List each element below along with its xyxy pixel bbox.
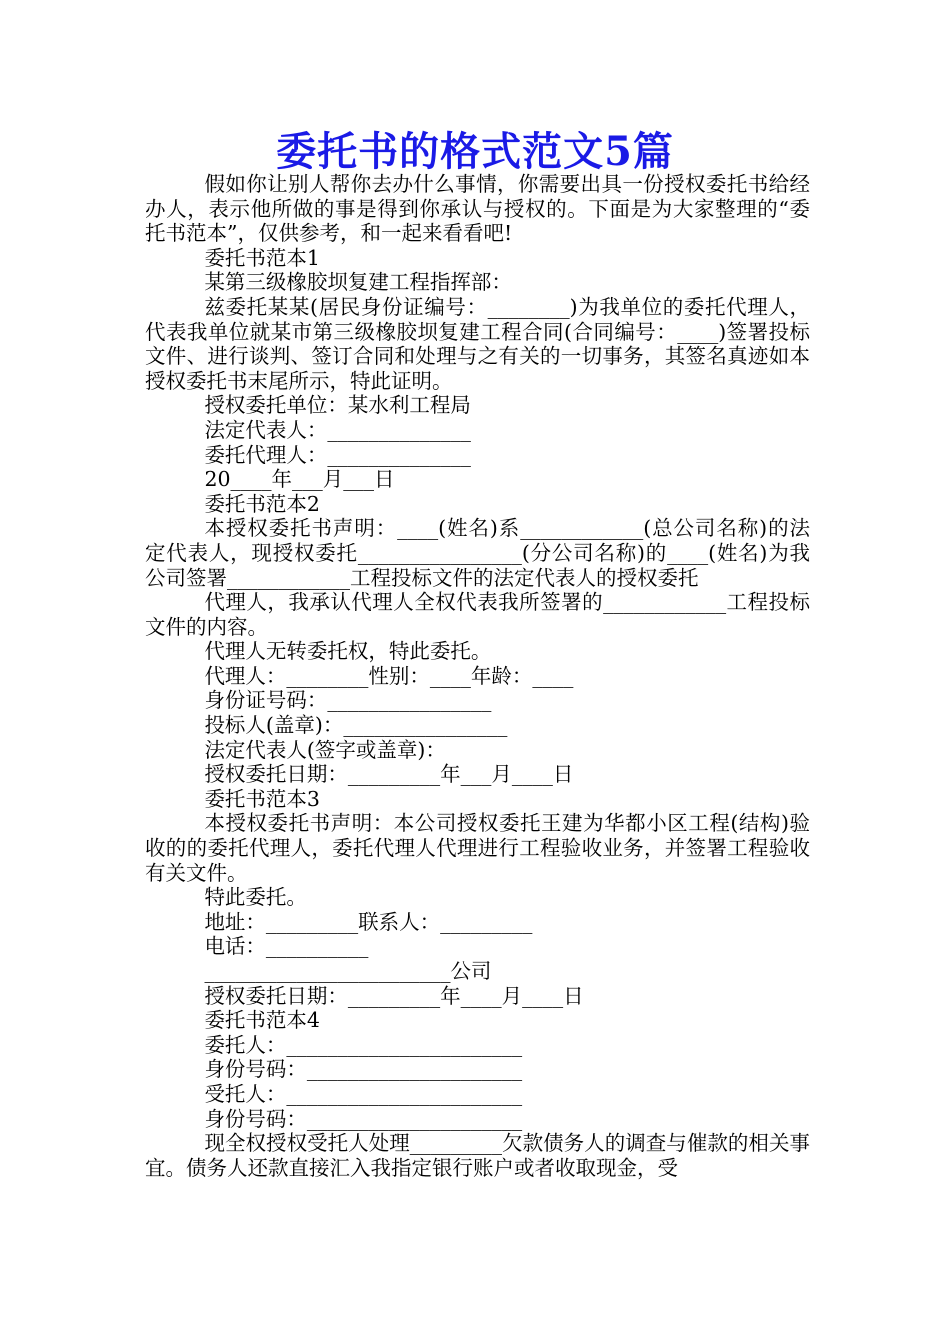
paragraph: 委托人：_______________________ — [204, 1032, 523, 1057]
paragraph: 委托书范本3 — [204, 786, 320, 811]
paragraph: 20____年___月___日 — [204, 467, 395, 492]
paragraph: 授权委托单位：某水利工程局 — [204, 393, 471, 418]
paragraph: 兹委托某某(居民身份证编号：________)为我单位的委托代理人，代表我单位就某市第三级橡胶坝复建工程合同(合同编号：____)签署投标文件、进行谈判、签订合同和处理与之有关的一切事务，其签名真迹如本授权委托书末尾所示，特此证明。 — [145, 294, 810, 393]
paragraph: 代理人，我承认代理人全权代表我所签署的____________工程投标文件的内容。 — [145, 590, 810, 639]
paragraph: 授权委托日期：_________年___月____日 — [204, 762, 574, 787]
paragraph: 现全权授权受托人处理_________欠款债务人的调查与催款的相关事宜。债务人还款直接汇入我指定银行账户或者收取现金，受 — [145, 1131, 810, 1180]
paragraph: 委托书范本2 — [204, 491, 320, 516]
paragraph: 身份号码：_____________________ — [204, 1106, 523, 1131]
paragraph: 身份证号码：________________ — [204, 688, 492, 713]
paragraph: 本授权委托书声明：本公司授权委托王建为华都小区工程(结构)验收的的委托代理人，委托代理人代理进行工程验收业务，并签署工程验收有关文件。 — [145, 811, 810, 885]
document-title: 委托书的格式范文5篇 — [276, 128, 674, 175]
paragraph: 授权委托日期：_________年____月____日 — [204, 983, 584, 1008]
paragraph: 电话：__________ — [204, 934, 369, 959]
paragraph: 受托人：_______________________ — [204, 1081, 523, 1106]
paragraph: 特此委托。 — [204, 885, 307, 910]
paragraph: 委托书范本4 — [204, 1008, 320, 1033]
paragraph: 代理人：________性别：____年龄：____ — [204, 663, 574, 688]
paragraph: 某第三级橡胶坝复建工程指挥部： — [204, 270, 512, 295]
paragraph: 本授权委托书声明：____(姓名)系____________(总公司名称)的法定代表人，现授权委托________________(分公司名称)的____(姓名)为我公司签署____________工程投标文件的法定代表人的授权委托 — [145, 516, 810, 590]
paragraph: 法定代表人(签字或盖章)： — [204, 737, 446, 762]
paragraph: 身份号码：_____________________ — [204, 1057, 523, 1082]
paragraph: 法定代表人：______________ — [204, 417, 471, 442]
paragraph: 地址：_________联系人：_________ — [204, 909, 533, 934]
paragraph: 委托书范本1 — [204, 245, 320, 270]
paragraph: 委托代理人：______________ — [204, 442, 471, 467]
document-body — [145, 172, 810, 1180]
paragraph: 假如你让别人帮你去办什么事情，你需要出具一份授权委托书给经办人，表示他所做的事是得到你承认与授权的。下面是为大家整理的“委托书范本”，仅供参考，和一起来看看吧! — [145, 172, 810, 246]
paragraph: ________________________公司 — [204, 959, 492, 983]
paragraph: 投标人(盖章)：________________ — [204, 713, 508, 738]
paragraph: 代理人无转委托权，特此委托。 — [204, 639, 492, 664]
